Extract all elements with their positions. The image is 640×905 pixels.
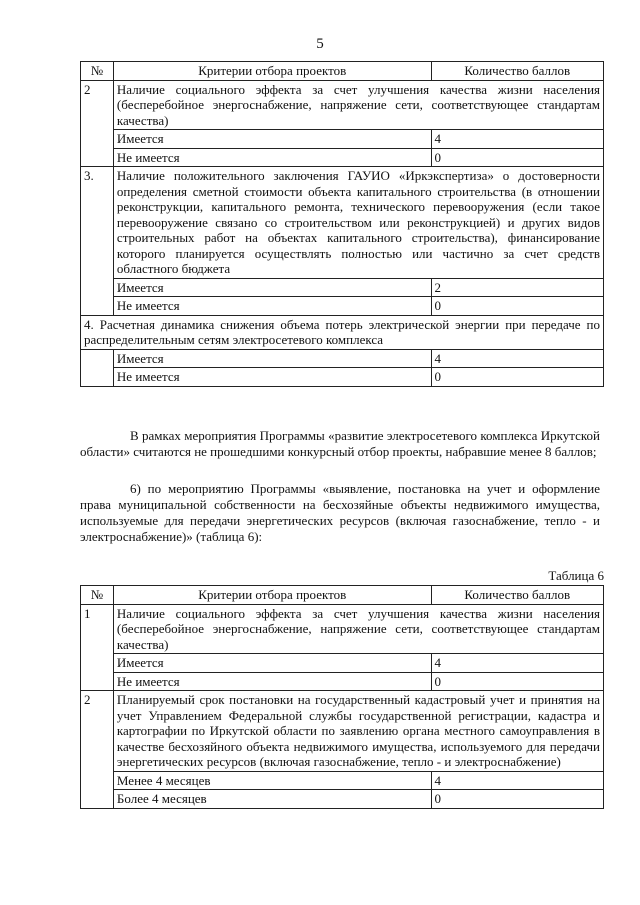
paragraph-measure-6: 6) по мероприятию Программы «выявление, постановка на учет и оформление права муниципальной собственности на бесхозяйные объекты недвижимого имущества, используемые для передачи энергетических ресурсов (включая газоснабжение, тепло - и электроснабжение)» (таблица 6): <box>80 481 600 544</box>
option-score: 0 <box>431 790 603 809</box>
option-label: Имеется <box>113 654 431 673</box>
row-number: 2 <box>81 80 114 167</box>
header-score: Количество баллов <box>431 62 603 81</box>
criterion-text: Наличие социального эффекта за счет улучшения качества жизни населения (бесперебойное энергоснабжение, напряжение сети, соответствующее стандартам качества) <box>113 604 603 654</box>
table-row <box>81 691 604 772</box>
option-label: Не имеется <box>113 297 431 316</box>
criterion-text: Наличие социального эффекта за счет улучшения качества жизни населения (бесперебойное энергоснабжение, напряжение сети, соответствующее стандартам качества) <box>113 80 603 130</box>
option-row <box>81 297 604 316</box>
row-number <box>81 349 114 386</box>
table-row <box>81 315 604 349</box>
header-criteria: Критерии отбора проектов <box>113 62 431 81</box>
option-label: Менее 4 месяцев <box>113 771 431 790</box>
option-score: 4 <box>431 130 603 149</box>
option-row <box>81 771 604 790</box>
option-score: 0 <box>431 297 603 316</box>
option-row <box>81 130 604 149</box>
option-row <box>81 278 604 297</box>
header-num: № <box>81 586 114 605</box>
criterion-text: 4. Расчетная динамика снижения объема потерь электрической энергии при передаче по распределительным сетям электросетевого комплекса <box>81 315 604 349</box>
option-label: Имеется <box>113 278 431 297</box>
header-num: № <box>81 62 114 81</box>
header-criteria: Критерии отбора проектов <box>113 586 431 605</box>
criteria-table-6 <box>80 585 604 809</box>
option-score: 4 <box>431 654 603 673</box>
paragraph-selection-rule: В рамках мероприятия Программы «развитие электросетевого комплекса Иркутской области» считаются не прошедшими конкурсный отбор проекты, набравшие менее 8 баллов; <box>80 428 600 459</box>
option-row <box>81 654 604 673</box>
option-score: 4 <box>431 771 603 790</box>
criteria-table-1 <box>80 61 604 387</box>
option-row <box>81 790 604 809</box>
option-score: 0 <box>431 368 603 387</box>
criterion-text: Наличие положительного заключения ГАУИО «Иркэкспертиза» о достоверности определения сметной стоимости объекта капитального строительства (в отношении реконструкции, капитального ремонта, технического перевооружения (если такое перевооружение связано со строительством или реконструкцией) и других видов строительных работ на объектах капитального строительства), финансирование которого планируется осуществлять полностью или частично за счет средств областного бюджета <box>113 167 603 279</box>
option-score: 2 <box>431 278 603 297</box>
table-row <box>81 604 604 654</box>
table-row <box>81 80 604 130</box>
option-row <box>81 349 604 368</box>
table-caption: Таблица 6 <box>548 568 604 583</box>
table-row <box>81 167 604 279</box>
option-label: Имеется <box>113 130 431 149</box>
option-label: Не имеется <box>113 368 431 387</box>
option-label: Не имеется <box>113 672 431 691</box>
option-score: 0 <box>431 672 603 691</box>
option-row <box>81 672 604 691</box>
row-number: 3. <box>81 167 114 316</box>
page-number: 5 <box>316 36 324 52</box>
option-label: Более 4 месяцев <box>113 790 431 809</box>
option-row <box>81 368 604 387</box>
criterion-text: Планируемый срок постановки на государственный кадастровый учет и принятия на учет Управлением Федеральной службы государственной регистрации, кадастра и картографии по Иркутской области по заявлению органа местного самоуправления в качестве бесхозяйного объекта недвижимого имущества, используемого для передачи энергетических ресурсов (включая газоснабжение, тепло - и электроснабжение) <box>113 691 603 772</box>
option-row <box>81 148 604 167</box>
option-score: 4 <box>431 349 603 368</box>
option-label: Не имеется <box>113 148 431 167</box>
table-header-row <box>81 62 604 81</box>
table-header-row <box>81 586 604 605</box>
option-score: 0 <box>431 148 603 167</box>
header-score: Количество баллов <box>431 586 603 605</box>
row-number: 2 <box>81 691 114 809</box>
row-number: 1 <box>81 604 114 691</box>
option-label: Имеется <box>113 349 431 368</box>
